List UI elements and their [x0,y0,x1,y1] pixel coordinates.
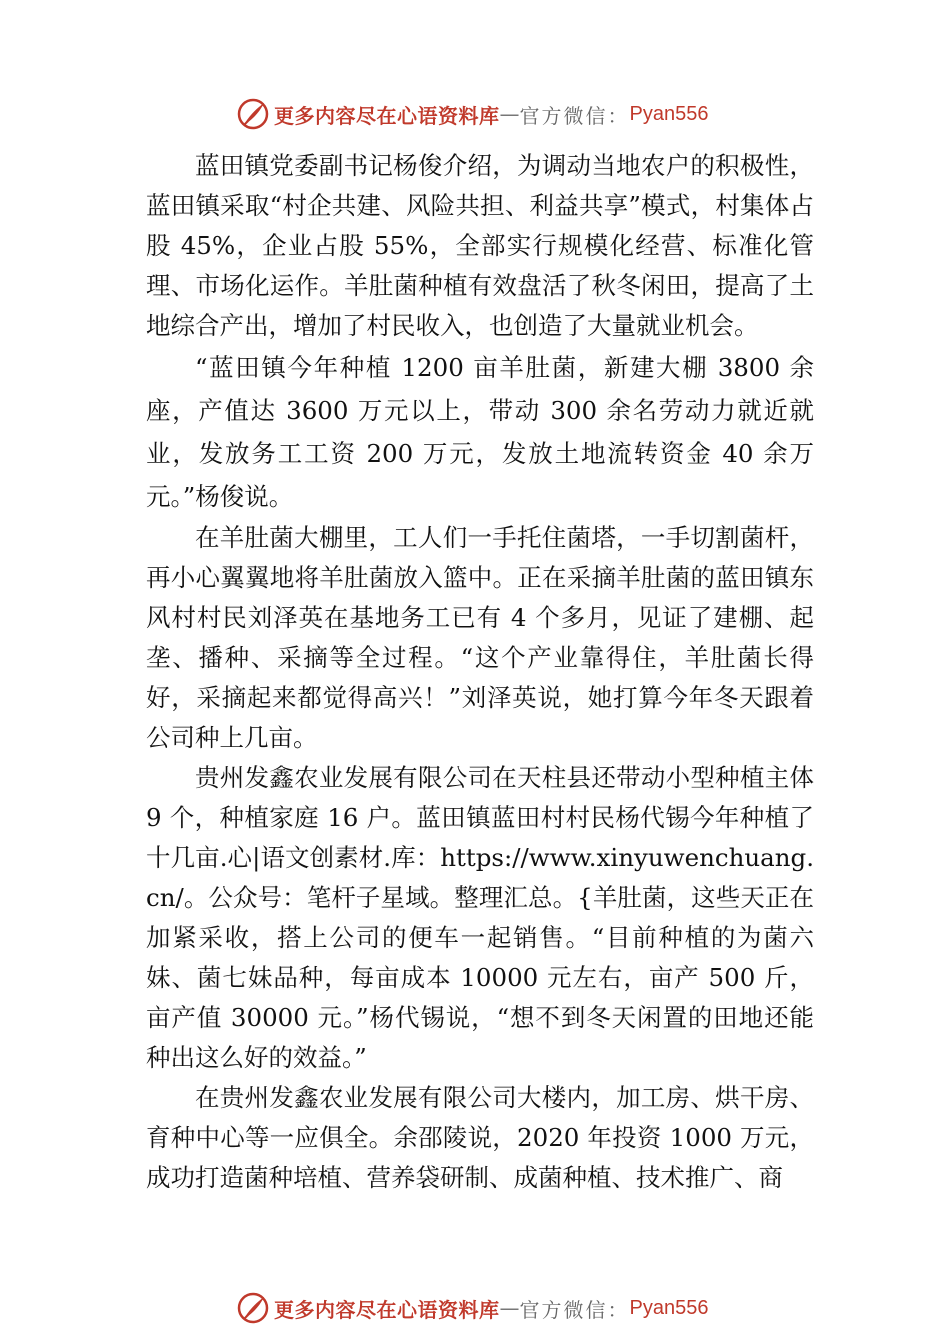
footer-watermark [236,1290,756,1326]
paragraph-2: “蓝田镇今年种植 1200 亩羊肚菌，新建大棚 3800 余座，产值达 3600 万元以上，带动 300 余名劳动力就近就业，发放务工工资 200 万元，发放土地流转资金 40 余万元。”杨俊说。 [146,353,814,511]
watermark-separator: — [499,102,520,126]
paragraph-5: 在贵州发鑫农业发展有限公司大楼内，加工房、烘干房、育种中心等一应俱全。余邵陵说，2020 年投资 1000 万元，成功打造菌种培植、营养袋研制、成菌种植、技术推广、商 [146,1083,814,1192]
watermark-label: 官方微信： [519,103,630,128]
article-body [146,146,814,1198]
header-watermark [236,96,756,132]
watermark-account: Pyan556 [629,1296,709,1319]
paragraph-1: 蓝田镇党委副书记杨俊介绍，为调动当地农户的积极性，蓝田镇采取“村企共建、风险共担、利益共享”模式，村集体占股 45%，企业占股 55%，全部实行规模化经营、标准化管理、市场化运作。羊肚菌种植有效盘活了秋冬闲田，提高了土地综合产出，增加了村民收入，也创造了大量就业机会。 [146,151,814,340]
quill-logo-icon [236,97,270,131]
quill-logo-icon [236,1291,270,1325]
watermark-label: 官方微信： [519,1297,630,1322]
paragraph-4: 贵州发鑫农业发展有限公司在天柱县还带动小型种植主体 9 个，种植家庭 16 户。蓝田镇蓝田村村民杨代锡今年种植了十几亩.心|语文创素材.库：https://www.xinyuwenchuang.cn/。公众号：笔杆子星域。整理汇总。{羊肚菌，这些天正在加紧采收，搭上公司的便车一起销售。“目前种植的为菌六妹、菌七妹品种，每亩成本 10000 元左右，亩产 500 斤，亩产值 30000 元。”杨代锡说，“想不到冬天闲置的田地还能种出这么好的效益。” [146,763,814,1072]
paragraph-3: 在羊肚菌大棚里，工人们一手托住菌塔，一手切割菌杆，再小心翼翼地将羊肚菌放入篮中。正在采摘羊肚菌的蓝田镇东风村村民刘泽英在基地务工已有 4 个多月，见证了建棚、起垄、播种、采摘等全过程。“这个产业靠得住，羊肚菌长得好，采摘起来都觉得高兴！”刘泽英说，她打算今年冬天跟着公司种上几亩。 [146,523,814,752]
watermark-brand: 更多内容尽在心语资料库 [274,103,500,128]
watermark-brand: 更多内容尽在心语资料库 [274,1297,500,1322]
watermark-account: Pyan556 [629,102,709,125]
watermark-separator: — [499,1296,520,1320]
